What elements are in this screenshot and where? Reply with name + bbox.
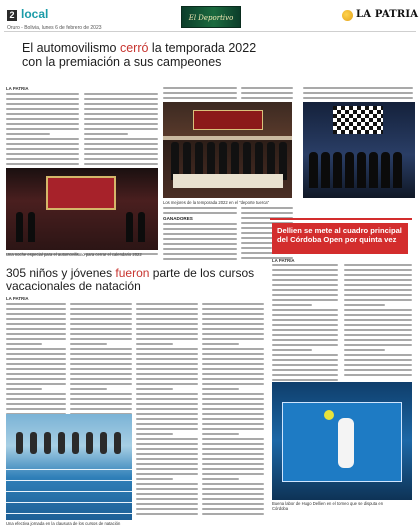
text-line (70, 393, 132, 395)
text-line (344, 304, 385, 306)
text-line (344, 374, 412, 376)
text-line (272, 304, 312, 306)
text-line (6, 368, 66, 370)
text-line (202, 513, 264, 515)
text-line (202, 358, 264, 360)
text-line (303, 87, 413, 89)
text-line (241, 247, 272, 249)
text-line (136, 458, 198, 460)
text-line (6, 363, 66, 365)
text-line (272, 309, 338, 311)
text-line (344, 369, 412, 371)
text-line (136, 508, 198, 510)
photo-awards-stage (163, 102, 292, 198)
text-line (6, 148, 79, 150)
text-line (344, 299, 412, 301)
text-line (202, 483, 264, 485)
text-line (272, 339, 338, 341)
text-line (6, 108, 79, 110)
text-line (136, 403, 198, 405)
text-line (344, 359, 412, 361)
text-line (202, 328, 264, 330)
text-line (136, 313, 198, 315)
story1-byline: LA PATRIA (6, 86, 29, 91)
story1-column-3 (163, 87, 237, 102)
text-line (84, 158, 158, 160)
sun-icon (342, 10, 353, 21)
text-line (136, 318, 198, 320)
text-line (70, 313, 132, 315)
section-title: local (21, 7, 49, 21)
text-line (70, 348, 132, 350)
text-line (241, 92, 293, 94)
text-line (272, 344, 338, 346)
text-line (202, 413, 264, 415)
text-line (84, 138, 158, 140)
text-line (6, 318, 66, 320)
text-line (136, 353, 198, 355)
text-line (202, 303, 264, 305)
text-line (6, 133, 50, 135)
text-line (6, 398, 66, 400)
text-line (136, 478, 173, 480)
text-line (6, 138, 79, 140)
text-line (136, 388, 173, 390)
text-line (6, 393, 66, 395)
text-line (84, 153, 158, 155)
text-line (84, 98, 158, 100)
text-line (6, 328, 66, 330)
text-line (163, 243, 237, 245)
text-line (163, 248, 237, 250)
photo-tennis-player (272, 382, 412, 500)
text-line (84, 108, 158, 110)
text-line (344, 324, 412, 326)
text-line (70, 363, 132, 365)
text-line (136, 348, 198, 350)
text-line (136, 498, 198, 500)
text-line (84, 148, 158, 150)
text-line (136, 423, 198, 425)
text-line (70, 358, 132, 360)
story2-byline: LA PATRIA (6, 296, 29, 301)
text-line (202, 313, 264, 315)
text-line (70, 403, 132, 405)
text-line (6, 123, 79, 125)
text-line (202, 423, 264, 425)
text-line (303, 97, 413, 99)
page-number: 2 (7, 10, 17, 21)
text-line (6, 313, 66, 315)
text-line (272, 359, 338, 361)
text-line (6, 373, 66, 375)
text-line (344, 309, 412, 311)
story3-column-2 (344, 264, 412, 379)
text-line (163, 228, 237, 230)
text-line (272, 324, 338, 326)
text-line (241, 97, 293, 99)
text-line (84, 128, 158, 130)
text-line (163, 223, 237, 225)
text-line (272, 319, 338, 321)
text-line (163, 92, 237, 94)
story3-byline: LA PATRIA (272, 258, 295, 263)
text-line (272, 334, 338, 336)
text-line (136, 463, 198, 465)
text-line (202, 458, 264, 460)
text-line (84, 163, 158, 165)
text-line (202, 353, 264, 355)
text-line (272, 284, 338, 286)
text-line (344, 284, 412, 286)
text-line (344, 354, 412, 356)
text-line (163, 233, 237, 235)
text-line (344, 294, 412, 296)
text-line (202, 383, 264, 385)
text-line (136, 483, 198, 485)
text-line (70, 338, 132, 340)
text-line (70, 323, 132, 325)
text-line (202, 503, 264, 505)
story1-subhead: GANADORES (163, 216, 193, 221)
text-line (136, 488, 198, 490)
text-line (84, 113, 158, 115)
text-line (202, 473, 264, 475)
text-line (70, 343, 107, 345)
text-line (202, 368, 264, 370)
text-line (163, 238, 237, 240)
text-line (136, 413, 198, 415)
text-line (84, 103, 158, 105)
text-line (136, 453, 198, 455)
story2-headline: 305 niños y jóvenes fueron parte de los cursos vacacionales de natación (6, 266, 255, 293)
text-line (136, 408, 198, 410)
dateline: Oruro - Bolivia, lunes 6 de febrero de 2023 (7, 25, 102, 31)
text-line (136, 393, 198, 395)
text-line (163, 87, 237, 89)
text-line (202, 403, 264, 405)
text-line (344, 349, 385, 351)
text-line (136, 373, 198, 375)
text-line (272, 349, 312, 351)
text-line (136, 428, 198, 430)
text-line (136, 438, 198, 440)
text-line (202, 323, 264, 325)
text-line (136, 468, 198, 470)
text-line (202, 408, 264, 410)
text-line (344, 289, 412, 291)
text-line (272, 264, 338, 266)
text-line (202, 398, 264, 400)
text-line (6, 383, 66, 385)
text-line (70, 303, 132, 305)
text-line (272, 369, 338, 371)
text-line (84, 118, 158, 120)
text-line (6, 338, 66, 340)
text-line (344, 344, 412, 346)
text-line (272, 299, 338, 301)
text-line (202, 363, 264, 365)
text-line (70, 368, 132, 370)
text-line (344, 329, 412, 331)
story1-column-3c (163, 223, 237, 263)
text-line (136, 338, 198, 340)
text-line (136, 503, 198, 505)
text-line (136, 343, 173, 345)
text-line (6, 143, 79, 145)
text-line (344, 364, 412, 366)
text-line (70, 333, 132, 335)
text-line (202, 378, 264, 380)
text-line (136, 308, 198, 310)
text-line (163, 207, 237, 209)
text-line (202, 453, 264, 455)
text-line (163, 253, 237, 255)
text-line (136, 383, 198, 385)
text-line (136, 358, 198, 360)
story3-headline: Dellien se mete al cuadro principal del Córdoba Open por quinta vez (272, 223, 408, 254)
photo-champions (303, 102, 415, 198)
text-line (136, 443, 198, 445)
text-line (202, 488, 264, 490)
story1-column-4 (241, 87, 293, 102)
text-line (303, 92, 413, 94)
text-line (136, 448, 198, 450)
text-line (344, 334, 412, 336)
text-line (70, 308, 132, 310)
text-line (136, 363, 198, 365)
photo-caption-secondary: Una noche especial para el automovilismo para cerrar el calendario 2022 (6, 252, 142, 257)
text-line (6, 98, 79, 100)
text-line (6, 163, 79, 165)
text-line (6, 153, 79, 155)
text-line (202, 348, 264, 350)
text-line (272, 269, 338, 271)
text-line (136, 418, 198, 420)
text-line (6, 403, 66, 405)
text-line (163, 97, 237, 99)
story2-column-3 (136, 303, 198, 518)
text-line (202, 498, 264, 500)
text-line (202, 448, 264, 450)
text-line (136, 433, 173, 435)
text-line (241, 87, 293, 89)
text-line (136, 333, 198, 335)
text-line (344, 279, 412, 281)
text-line (6, 93, 79, 95)
text-line (272, 354, 338, 356)
sports-banner: El Deportivo (181, 6, 241, 28)
text-line (272, 279, 338, 281)
text-line (202, 373, 264, 375)
text-line (70, 378, 132, 380)
story2-column-4 (202, 303, 264, 518)
text-line (6, 113, 79, 115)
text-line (344, 274, 412, 276)
text-line (84, 143, 158, 145)
text-line (241, 207, 293, 209)
text-line (202, 333, 264, 335)
text-line (6, 118, 79, 120)
text-line (136, 323, 198, 325)
text-line (136, 368, 198, 370)
text-line (272, 374, 338, 376)
photo-swimming-pool (6, 414, 132, 520)
story2-caption: Una efectiva jornada en la clausura de los cursos de natación (6, 521, 121, 526)
text-line (202, 508, 264, 510)
text-line (272, 379, 338, 381)
text-line (6, 348, 66, 350)
text-line (84, 93, 158, 95)
story3-caption: Córdoba (272, 506, 289, 511)
photo-ceremony (6, 168, 158, 250)
text-line (6, 303, 66, 305)
text-line (136, 328, 198, 330)
photo-caption-main: Los mejores de la temporada 2022 en el "deporte tuerca" (163, 200, 270, 205)
text-line (344, 264, 412, 266)
text-line (6, 378, 66, 380)
text-line (70, 398, 132, 400)
text-line (70, 408, 132, 410)
text-line (6, 103, 79, 105)
text-line (202, 308, 264, 310)
text-line (70, 353, 132, 355)
text-line (6, 333, 66, 335)
text-line (272, 314, 338, 316)
text-line (136, 473, 198, 475)
text-line (136, 493, 198, 495)
text-line (6, 358, 66, 360)
text-line (202, 438, 264, 440)
text-line (202, 388, 239, 390)
text-line (6, 353, 66, 355)
text-line (136, 398, 198, 400)
text-line (272, 329, 338, 331)
text-line (344, 314, 412, 316)
text-line (202, 393, 264, 395)
text-line (202, 493, 264, 495)
text-line (202, 428, 264, 430)
story1-column-5 (303, 87, 413, 102)
brand-logo (342, 8, 419, 24)
text-line (6, 308, 66, 310)
text-line (70, 318, 132, 320)
text-line (272, 364, 338, 366)
text-line (272, 294, 338, 296)
text-line (344, 269, 412, 271)
text-line (202, 433, 239, 435)
brand-name: LA PATRIA (356, 9, 419, 20)
text-line (84, 133, 128, 135)
text-line (202, 318, 264, 320)
text-line (6, 343, 42, 345)
story3-caption-line1: Buena labor de Hugo Dellien en el torneo que se disputa en (272, 501, 384, 506)
text-line (6, 158, 79, 160)
text-line (202, 343, 239, 345)
text-line (6, 323, 66, 325)
text-line (70, 328, 132, 330)
story3-top-rule (270, 218, 412, 220)
text-line (202, 338, 264, 340)
text-line (344, 319, 412, 321)
text-line (6, 388, 42, 390)
text-line (136, 303, 198, 305)
text-line (202, 463, 264, 465)
text-line (70, 383, 132, 385)
text-line (202, 478, 239, 480)
text-line (136, 378, 198, 380)
text-line (70, 388, 107, 390)
text-line (6, 128, 79, 130)
text-line (202, 443, 264, 445)
header-divider (4, 31, 416, 32)
text-line (202, 418, 264, 420)
text-line (84, 123, 158, 125)
text-line (241, 212, 293, 214)
text-line (136, 513, 198, 515)
text-line (272, 274, 338, 276)
text-line (163, 258, 237, 260)
text-line (344, 339, 412, 341)
text-line (163, 212, 237, 214)
story1-headline: El automovilismo cerró la temporada 2022 con la premiación a sus campeones (22, 41, 257, 69)
text-line (272, 289, 338, 291)
text-line (6, 408, 66, 410)
text-line (202, 468, 264, 470)
text-line (70, 373, 132, 375)
